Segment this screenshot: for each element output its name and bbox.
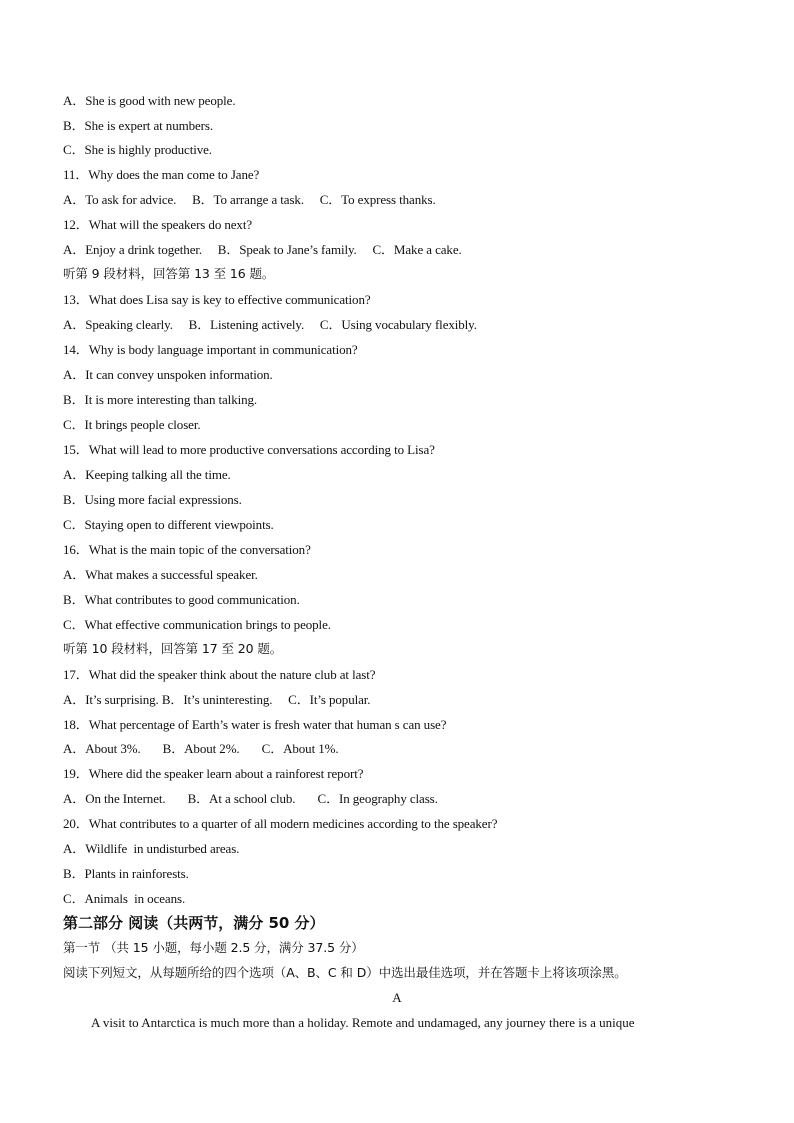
question-line: 17．What did the speaker think about the nature club at last? bbox=[63, 667, 376, 682]
option-line: B．She is expert at numbers. bbox=[63, 118, 214, 133]
option-line: C．What effective communication brings to people. bbox=[63, 617, 331, 632]
option-line: C．She is highly productive. bbox=[63, 142, 212, 157]
section-instruction: 听第 10 段材料，回答第 17 至 20 题。 bbox=[63, 641, 283, 656]
question-line: 11．Why does the man come to Jane? bbox=[63, 167, 260, 182]
passage-label: A bbox=[392, 990, 402, 1005]
option-line: C．Staying open to different viewpoints. bbox=[63, 517, 274, 532]
question-line: 15．What will lead to more productive conversations according to Lisa? bbox=[63, 442, 435, 457]
option-line: A．She is good with new people. bbox=[63, 93, 236, 108]
question-line: 18．What percentage of Earth’s water is fresh water that human s can use? bbox=[63, 717, 447, 732]
question-line: 16．What is the main topic of the conversation? bbox=[63, 542, 311, 557]
question-line: 20．What contributes to a quarter of all modern medicines according to the speaker? bbox=[63, 816, 498, 831]
option-line: C．It brings people closer. bbox=[63, 417, 201, 432]
question-line: 19．Where did the speaker learn about a rainforest report? bbox=[63, 766, 364, 781]
passage-text: A visit to Antarctica is much more than a holiday. Remote and undamaged, any journey there is a unique bbox=[91, 1015, 635, 1030]
option-line: B．Using more facial expressions. bbox=[63, 492, 242, 507]
option-line: A．Wildlife in undisturbed areas. bbox=[63, 841, 240, 856]
option-line: A．It’s surprising. B．It’s uninteresting. C．It’s popular. bbox=[63, 692, 371, 707]
option-line: B．It is more interesting than talking. bbox=[63, 392, 258, 407]
option-line: A．Speaking clearly. B．Listening actively. C．Using vocabulary flexibly. bbox=[63, 317, 477, 332]
option-line: B．What contributes to good communication. bbox=[63, 592, 300, 607]
question-line: 13．What does Lisa say is key to effective communication? bbox=[63, 292, 371, 307]
subsection-title: 第一节 （共 15 小题，每小题 2.5 分，满分 37.5 分） bbox=[63, 940, 364, 955]
option-line: A．To ask for advice. B．To arrange a task. C．To express thanks. bbox=[63, 192, 436, 207]
option-line: A．It can convey unspoken information. bbox=[63, 367, 273, 382]
question-line: 12．What will the speakers do next? bbox=[63, 217, 253, 232]
option-line: A．Keeping talking all the time. bbox=[63, 467, 231, 482]
option-line: A．Enjoy a drink together. B．Speak to Jane’s family. C．Make a cake. bbox=[63, 242, 462, 257]
reading-instruction: 阅读下列短文，从每题所给的四个选项（A、B、C 和 D）中选出最佳选项，并在答题卡上将该项涂黑。 bbox=[63, 965, 627, 980]
option-line: A．About 3%. B．About 2%. C．About 1%. bbox=[63, 741, 339, 756]
option-line: A．What makes a successful speaker. bbox=[63, 567, 258, 582]
section-instruction: 听第 9 段材料，回答第 13 至 16 题。 bbox=[63, 266, 275, 281]
option-line: A．On the Internet. B．At a school club. C．In geography class. bbox=[63, 791, 438, 806]
option-line: C．Animals in oceans. bbox=[63, 891, 186, 906]
question-line: 14．Why is body language important in communication? bbox=[63, 342, 358, 357]
section-title: 第二部分 阅读（共两节，满分 50 分） bbox=[63, 914, 325, 932]
option-line: B．Plants in rainforests. bbox=[63, 866, 189, 881]
